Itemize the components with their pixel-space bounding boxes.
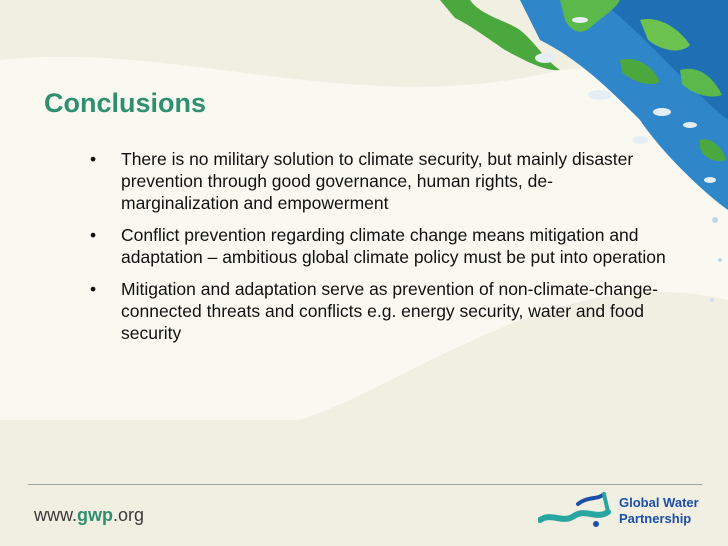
footer-url[interactable]: [34, 505, 144, 526]
bullet-item: [90, 148, 670, 214]
logo-text: [619, 495, 699, 527]
bullet-dot: •: [90, 149, 97, 169]
bullet-text: Mitigation and adaptation serve as prevention of non-climate-change-connected threats and conflicts e.g. energy security, water and food security: [121, 279, 658, 343]
bullet-dot: •: [90, 279, 97, 299]
slide-title: Conclusions: [44, 88, 207, 118]
bullet-dot: •: [90, 225, 97, 245]
url-suffix: .org: [113, 505, 145, 525]
footer-divider: [28, 484, 702, 485]
bullet-text: There is no military solution to climate security, but mainly disaster prevention through good governance, human rights, de-marginalization and empowerment: [121, 149, 634, 213]
bullet-list: [90, 148, 670, 354]
bullet-item: [90, 224, 670, 268]
url-brand: gwp: [77, 505, 114, 525]
bullet-text: Conflict prevention regarding climate change means mitigation and adaptation – ambitious global climate policy must be put into operation: [121, 225, 666, 267]
logo-line2: Partnership: [619, 511, 692, 526]
bullet-item: [90, 278, 670, 344]
logo-line1: Global Water: [619, 495, 699, 510]
url-prefix: www.: [34, 505, 78, 525]
